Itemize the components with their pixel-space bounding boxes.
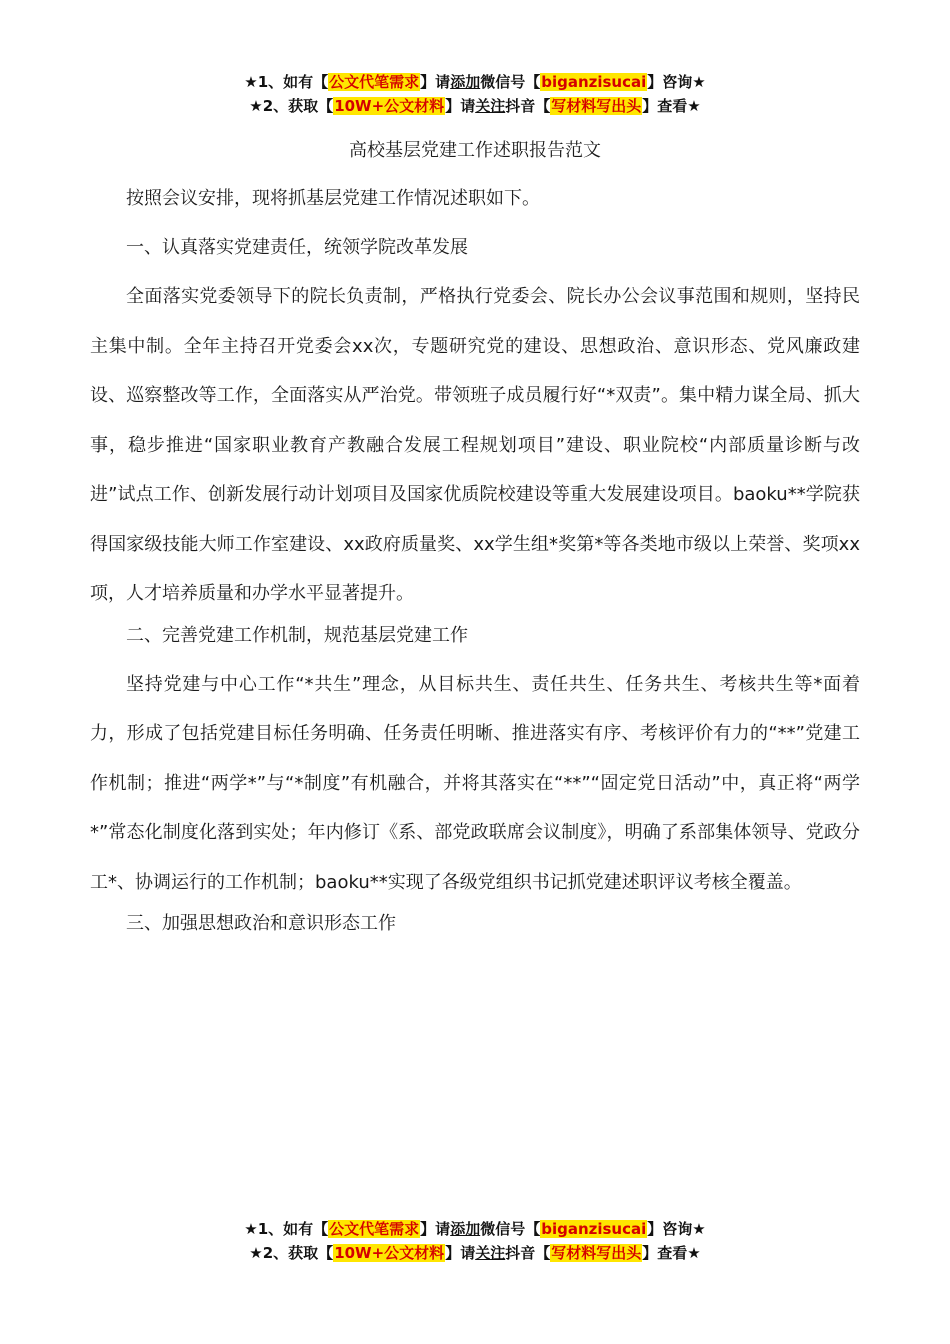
promo-text: 】请 <box>445 97 476 115</box>
highlight-service: 公文代笔需求 <box>329 73 420 91</box>
section-heading-1: 一、认真落实党建责任，统领学院改革发展 <box>126 237 468 258</box>
promo-banner-bottom <box>0 1217 950 1265</box>
promo-line-1 <box>0 70 950 94</box>
section-heading-3: 三、加强思想政治和意识形态工作 <box>126 913 396 934</box>
promo-text: 】咨询★ <box>647 73 706 91</box>
promo-text: 】咨询★ <box>647 1220 706 1238</box>
highlight-materials: 10W+公文材料 <box>334 97 445 115</box>
underlined-word: 关注 <box>475 97 506 115</box>
intro-paragraph: 按照会议安排，现将抓基层党建工作情况述职如下。 <box>126 188 540 209</box>
promo-line-1 <box>0 1217 950 1241</box>
highlight-service: 公文代笔需求 <box>329 1220 420 1238</box>
highlight-douyin: 写材料写出头 <box>551 97 642 115</box>
section-heading-2: 二、完善党建工作机制，规范基层党建工作 <box>126 624 468 646</box>
promo-text: 抖音【 <box>505 97 551 115</box>
highlight-materials: 10W+公文材料 <box>334 1244 445 1262</box>
underlined-word: 添加 <box>450 73 481 91</box>
promo-text: 】请 <box>420 73 451 91</box>
promo-text: 抖音【 <box>505 1244 551 1262</box>
underlined-word: 添加 <box>450 1220 481 1238</box>
promo-text: 】请 <box>445 1244 476 1262</box>
highlight-douyin: 写材料写出头 <box>551 1244 642 1262</box>
underlined-word: 关注 <box>475 1244 506 1262</box>
promo-text: 微信号【 <box>480 73 541 91</box>
promo-text: ★1、如有【 <box>244 1220 329 1238</box>
promo-line-2 <box>0 1241 950 1265</box>
section-2-paragraph: 坚持党建与中心工作“*共生”理念，从目标共生、责任共生、任务共生、考核共生等*面着力，形成了包括党建目标任务明确、任务责任明晰、推进落实有序、考核评价有力的“**”党建工作机制；推进“两学*”与“*制度”有机融合，并将其落实在“**”“固定党日活动”中，真正将“两学*”常态化制度化落到实处；年内修订《系、部党政联席会议制度》，明确了系部集体领导、党政分工*、协调运行的工作机制；baoku**实现了各级党组织书记抓党建述职评议考核全覆盖。 <box>90 673 860 893</box>
document-body <box>90 134 860 956</box>
promo-text: 】查看★ <box>642 97 701 115</box>
section-1-paragraph: 全面落实党委领导下的院长负责制，严格执行党委会、院长办公会议事范围和规则，坚持民主集中制。全年主持召开党委会xx次，专题研究党的建设、思想政治、意识形态、党风廉政建设、巡察整改等工作，全面落实从严治党。带领班子成员履行好“*双责”。集中精力谋全局、抓大事，稳步推进“国家职业教育产教融合发展工程规划项目”建设、职业院校“内部质量诊断与改进”试点工作、创新发展行动计划项目及国家优质院校建设等重大发展建设项目。baoku**学院获得国家级技能大师工作室建设、xx政府质量奖、xx学生组*奖第*等各类地市级以上荣誉、奖项xx项，人才培养质量和办学水平显著提升。 <box>90 286 860 604</box>
promo-banner-top <box>0 70 950 118</box>
promo-text: 】请 <box>420 1220 451 1238</box>
highlight-wechat-id: biganzisucai <box>541 73 647 91</box>
promo-text: 】查看★ <box>642 1244 701 1262</box>
promo-text: ★2、获取【 <box>249 97 334 115</box>
promo-line-2 <box>0 94 950 118</box>
promo-text: 微信号【 <box>480 1220 541 1238</box>
highlight-wechat-id: biganzisucai <box>541 1220 647 1238</box>
promo-text: ★1、如有【 <box>244 73 329 91</box>
promo-text: ★2、获取【 <box>249 1244 334 1262</box>
document-title: 高校基层党建工作述职报告范文 <box>349 140 601 161</box>
